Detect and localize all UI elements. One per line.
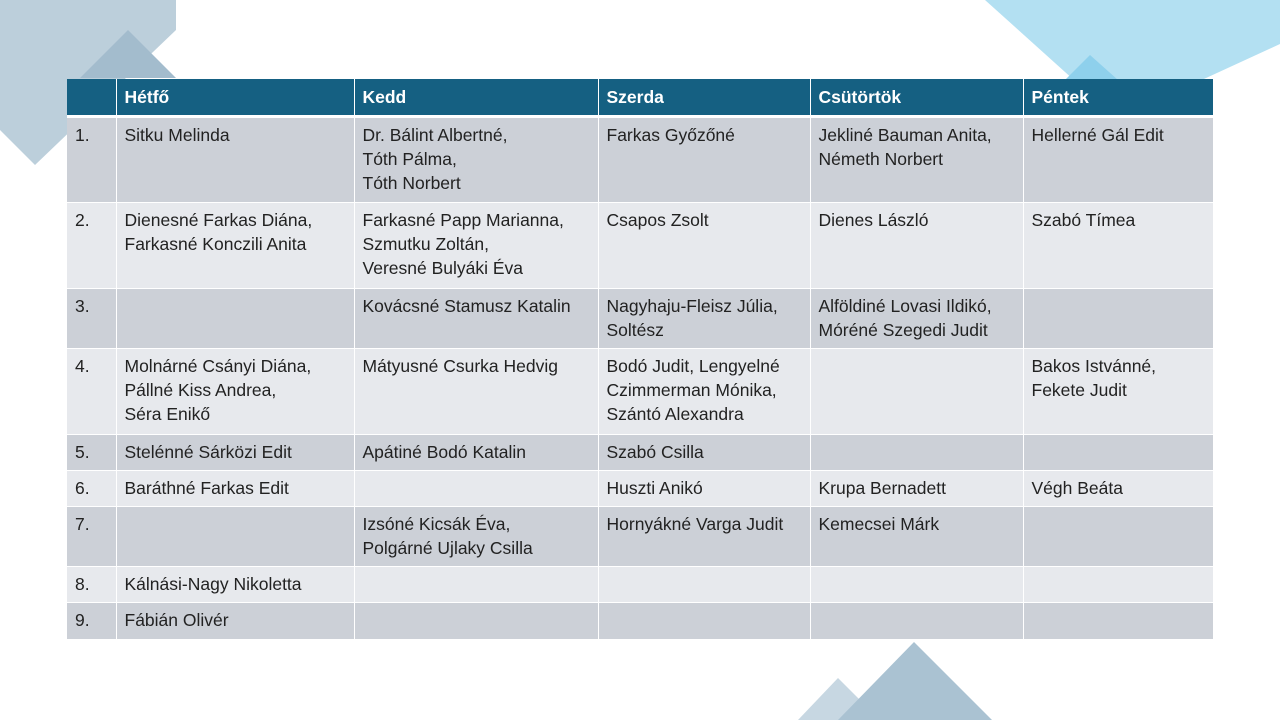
table-cell: Csapos Zsolt — [598, 203, 810, 289]
table-cell: Kálnási-Nagy Nikoletta — [116, 567, 354, 603]
row-number: 8. — [67, 567, 116, 603]
header-row — [67, 79, 1213, 117]
table-cell: Szabó Tímea — [1023, 203, 1213, 289]
table-row — [67, 567, 1213, 603]
table-cell — [116, 289, 354, 349]
table-cell: Mátyusné Csurka Hedvig — [354, 349, 598, 435]
header-index — [67, 79, 116, 117]
table-row — [67, 603, 1213, 639]
table-cell — [354, 471, 598, 507]
header-thursday: Csütörtök — [810, 79, 1023, 117]
table-cell: Jekliné Bauman Anita, Németh Norbert — [810, 117, 1023, 203]
table-cell: Krupa Bernadett — [810, 471, 1023, 507]
table-cell: Dienes László — [810, 203, 1023, 289]
table-cell: Nagyhaju-Fleisz Júlia, Soltész — [598, 289, 810, 349]
table-row — [67, 117, 1213, 203]
table-cell — [598, 567, 810, 603]
header-tuesday: Kedd — [354, 79, 598, 117]
table-cell: Végh Beáta — [1023, 471, 1213, 507]
header-wednesday: Szerda — [598, 79, 810, 117]
table-row — [67, 349, 1213, 435]
table-cell: Bakos Istvánné, Fekete Judit — [1023, 349, 1213, 435]
table-cell — [354, 603, 598, 639]
table-cell: Stelénné Sárközi Edit — [116, 435, 354, 471]
row-number: 9. — [67, 603, 116, 639]
table-cell — [810, 349, 1023, 435]
table-row — [67, 507, 1213, 567]
table-cell: Izsóné Kicsák Éva, Polgárné Ujlaky Csilla — [354, 507, 598, 567]
header-monday: Hétfő — [116, 79, 354, 117]
table-cell — [1023, 603, 1213, 639]
row-number: 5. — [67, 435, 116, 471]
table-cell: Farkas Győzőné — [598, 117, 810, 203]
table-cell: Kovácsné Stamusz Katalin — [354, 289, 598, 349]
table-cell — [1023, 289, 1213, 349]
table-cell: Kemecsei Márk — [810, 507, 1023, 567]
table-cell: Farkasné Papp Marianna, Szmutku Zoltán, Veresné Bulyáki Éva — [354, 203, 598, 289]
row-number: 7. — [67, 507, 116, 567]
table-row — [67, 435, 1213, 471]
table-cell: Hornyákné Varga Judit — [598, 507, 810, 567]
row-number: 3. — [67, 289, 116, 349]
table-row — [67, 471, 1213, 507]
table-cell: Szabó Csilla — [598, 435, 810, 471]
table-cell: Alföldiné Lovasi Ildikó, Móréné Szegedi Judit — [810, 289, 1023, 349]
row-number: 4. — [67, 349, 116, 435]
table-cell: Molnárné Csányi Diána, Pállné Kiss Andrea, Séra Enikő — [116, 349, 354, 435]
table-cell: Dienesné Farkas Diána, Farkasné Konczili Anita — [116, 203, 354, 289]
table-cell — [810, 435, 1023, 471]
table-cell: Huszti Anikó — [598, 471, 810, 507]
row-number: 2. — [67, 203, 116, 289]
table-cell: Sitku Melinda — [116, 117, 354, 203]
header-friday: Péntek — [1023, 79, 1213, 117]
schedule-table — [67, 79, 1213, 639]
table-cell: Fábián Olivér — [116, 603, 354, 639]
table-row — [67, 203, 1213, 289]
table-cell: Dr. Bálint Albertné, Tóth Pálma, Tóth Norbert — [354, 117, 598, 203]
table-cell — [1023, 507, 1213, 567]
table-cell — [116, 507, 354, 567]
row-number: 6. — [67, 471, 116, 507]
deco-shape-bottom-right — [838, 642, 992, 720]
table-cell: Bodó Judit, Lengyelné Czimmerman Mónika, Szántó Alexandra — [598, 349, 810, 435]
deco-shape-top-right — [985, 0, 1280, 90]
table-cell — [810, 603, 1023, 639]
table-cell — [1023, 435, 1213, 471]
row-number: 1. — [67, 117, 116, 203]
table-row — [67, 289, 1213, 349]
table-cell: Hellerné Gál Edit — [1023, 117, 1213, 203]
table-cell — [1023, 567, 1213, 603]
table-cell — [598, 603, 810, 639]
table-cell — [810, 567, 1023, 603]
table-cell: Apátiné Bodó Katalin — [354, 435, 598, 471]
table-cell — [354, 567, 598, 603]
table-cell: Baráthné Farkas Edit — [116, 471, 354, 507]
